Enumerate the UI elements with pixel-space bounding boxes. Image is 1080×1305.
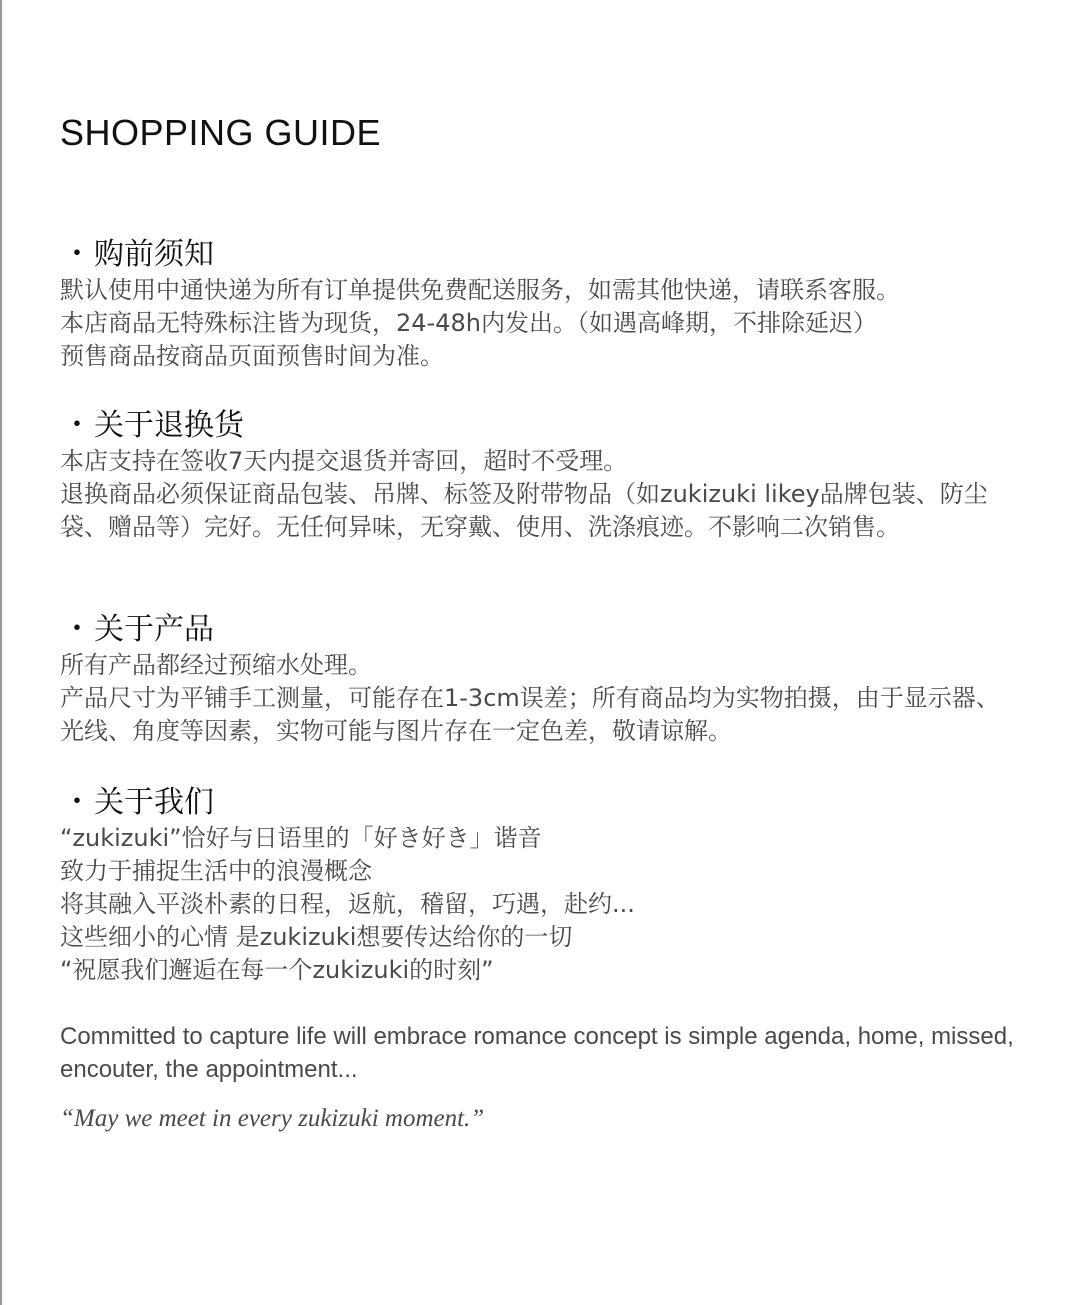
section-products xyxy=(60,611,1050,748)
paragraph-line: 退换商品必须保证商品包装、吊牌、标签及附带物品（如zukizuki likey品牌包装、防尘袋、赠品等）完好。无任何异味，无穿戴、使用、洗涤痕迹。不影响二次销售。 xyxy=(60,480,988,541)
paragraph-line: 致力于捕捉生活中的浪漫概念 xyxy=(60,857,372,885)
english-quote: “May we meet in every zukizuki moment.” xyxy=(60,1105,485,1132)
paragraph-line: 所有产品都经过预缩水处理。 xyxy=(60,651,372,679)
section-heading xyxy=(60,611,1050,649)
section-heading-label: 关于退换货 xyxy=(94,408,244,443)
english-description: Committed to capture life will embrace romance concept is simple agenda, home, missed, encouter, the appointment... xyxy=(60,1023,1014,1083)
paragraph-line: 这些细小的心情 是zukizuki想要传达给你的一切 xyxy=(60,923,573,951)
paragraph-line: 默认使用中通快递为所有订单提供免费配送服务，如需其他快递，请联系客服。 xyxy=(60,276,900,304)
section-heading xyxy=(60,407,1050,445)
section-heading xyxy=(60,236,1050,274)
paragraph-line: 预售商品按商品页面预售时间为准。 xyxy=(60,342,444,370)
section-before-purchase xyxy=(60,236,1050,373)
bullet-dot: ・ xyxy=(62,612,92,647)
paragraph-line: 产品尺寸为平铺手工测量，可能存在1-3cm误差；所有商品均为实物拍摄，由于显示器、光线、角度等因素，实物可能与图片存在一定色差，敬请谅解。 xyxy=(60,684,1000,745)
section-heading-label: 关于产品 xyxy=(94,612,214,647)
left-border-line xyxy=(0,0,2,1305)
paragraph-line: “祝愿我们邂逅在每一个zukizuki的时刻” xyxy=(60,956,494,984)
paragraph-line: 将其融入平淡朴素的日程，返航，稽留，巧遇，赴约... xyxy=(60,890,635,918)
paragraph-line: 本店支持在签收7天内提交退货并寄回，超时不受理。 xyxy=(60,447,628,475)
section-returns xyxy=(60,407,1050,544)
section-heading-label: 关于我们 xyxy=(94,785,214,820)
bullet-dot: ・ xyxy=(62,237,92,272)
paragraph-line: “zukizuki”恰好与日语里的「好き好き」谐音 xyxy=(60,824,542,852)
section-about-us xyxy=(60,784,1050,987)
section-heading-label: 购前须知 xyxy=(94,237,214,272)
section-heading xyxy=(60,784,1050,822)
bullet-dot: ・ xyxy=(62,408,92,443)
bullet-dot: ・ xyxy=(62,785,92,820)
paragraph-line: 本店商品无特殊标注皆为现货，24-48h内发出。（如遇高峰期，不排除延迟） xyxy=(60,309,877,337)
page-title: SHOPPING GUIDE xyxy=(60,112,382,153)
